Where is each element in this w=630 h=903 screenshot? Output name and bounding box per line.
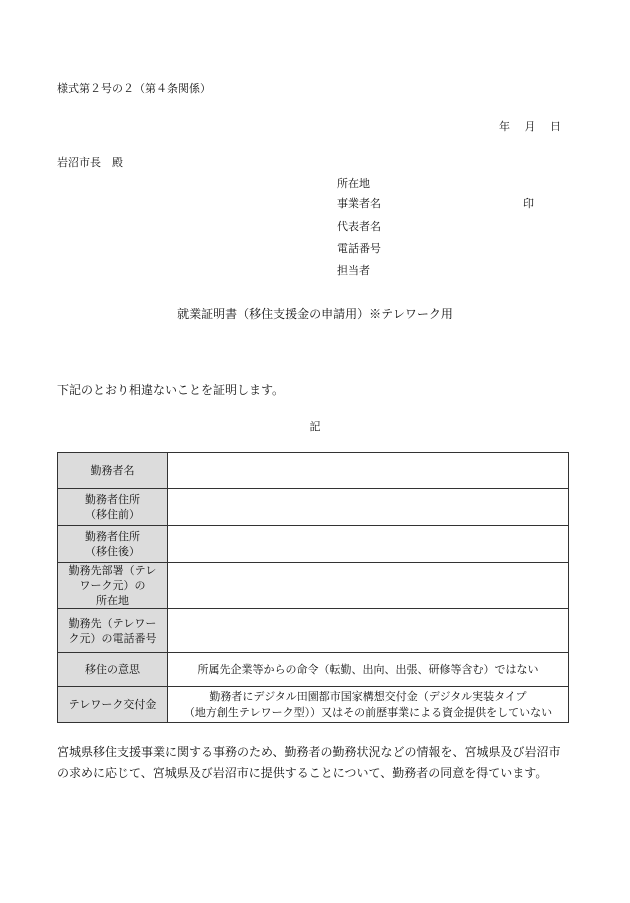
row-value-line: 所属先企業等からの命令（転勤、出向、出張、研修等含む）ではない (197, 662, 539, 676)
row-label (58, 687, 168, 723)
row-label-line: （移住前） (85, 508, 140, 521)
row-label (58, 489, 168, 526)
certificate-table (57, 452, 569, 723)
date-line (499, 118, 561, 134)
form-number: 様式第２号の２（第４条関係） (57, 82, 211, 95)
date-day: 日 (550, 120, 561, 133)
row-label (58, 563, 168, 609)
row-label (58, 653, 168, 687)
consent-line: 宮城県移住支援事業に関する事務のため、勤務者の勤務状況などの情報を、宮城県及び岩沼市 (57, 745, 561, 759)
table-row (58, 563, 569, 609)
employer-address-label: 所在地 (337, 177, 370, 190)
row-value (168, 526, 569, 563)
row-label-line: ク元）の電話番号 (68, 631, 157, 645)
row-value (168, 453, 569, 489)
row-label (58, 453, 168, 489)
row-value (168, 563, 569, 609)
row-label-line: 勤務者名 (90, 464, 135, 477)
table-row (58, 653, 569, 687)
row-label-line: （移住後） (85, 545, 140, 558)
row-value (168, 489, 569, 526)
representative-label: 代表者名 (337, 220, 381, 233)
table-row (58, 489, 569, 526)
row-label-line: 勤務者住所 (85, 530, 140, 543)
employer-name-label: 事業者名 (337, 197, 381, 210)
table-row (58, 609, 569, 653)
phone-label: 電話番号 (337, 242, 381, 255)
date-year: 年 (499, 120, 510, 133)
seal-mark: 印 (523, 197, 534, 210)
row-label (58, 526, 168, 563)
ki-heading: 記 (309, 420, 321, 433)
row-value (168, 687, 569, 723)
row-label-line: 移住の意思 (85, 663, 140, 676)
row-value (168, 609, 569, 653)
intro-text: 下記のとおり相違ないことを証明します。 (57, 383, 285, 397)
row-label-line: 所在地 (96, 594, 129, 607)
contact-person-label: 担当者 (337, 264, 370, 277)
row-value (168, 653, 569, 687)
row-label-line: テレワーク交付金 (68, 698, 157, 711)
row-value-line: 勤務者にデジタル田園都市国家構想交付金（デジタル実装タイプ (209, 689, 527, 703)
row-label (58, 609, 168, 653)
table-row (58, 453, 569, 489)
table-row (58, 687, 569, 723)
date-month: 月 (524, 120, 536, 133)
row-label-line: 勤務先（テレワー (68, 616, 157, 630)
table-row (58, 526, 569, 563)
row-label-line: 勤務先部署（テレ (68, 564, 157, 577)
row-value-line: （地方創生テレワーク型））又はその前歴事業による資金提供をしていない (183, 705, 553, 719)
document-title: 就業証明書（移住支援金の申請用）※テレワーク用 (177, 307, 453, 321)
consent-statement (57, 742, 577, 784)
row-label-line: 勤務者住所 (85, 493, 140, 506)
consent-line: の求めに応じて、宮城県及び岩沼市に提供することについて、勤務者の同意を得ています。 (57, 766, 548, 780)
addressee: 岩沼市長 殿 (57, 156, 123, 169)
row-label-line: ワーク元）の (79, 579, 146, 592)
